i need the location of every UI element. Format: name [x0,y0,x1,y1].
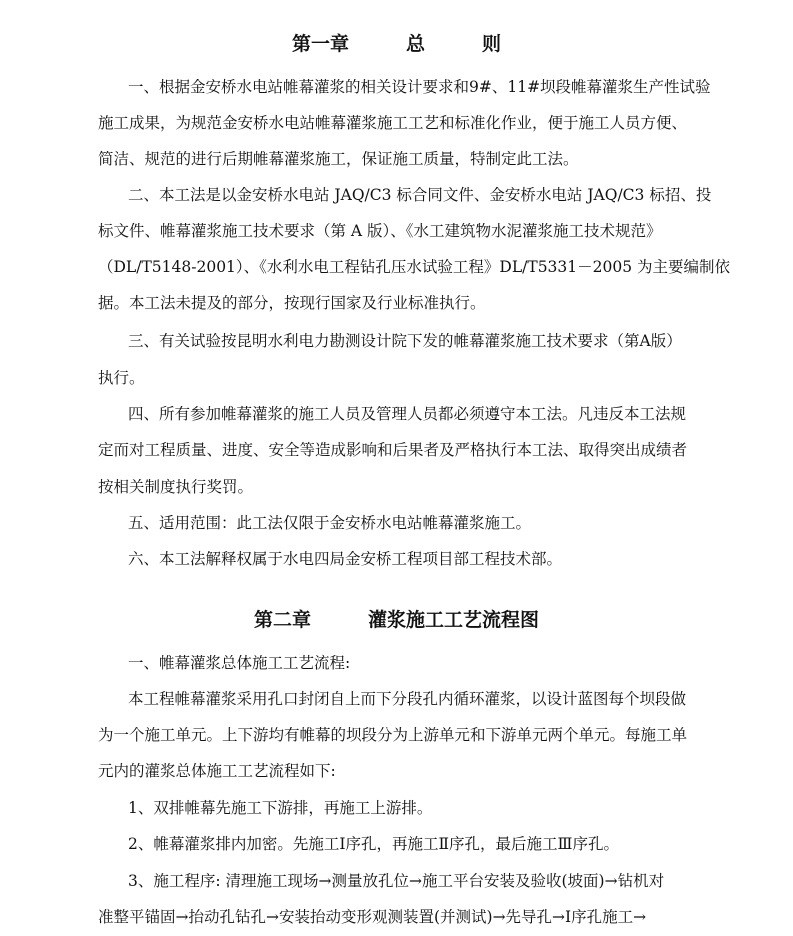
section-1-heading: 一、帷幕灌浆总体施工工艺流程: [128,654,351,672]
para-1-line-3: 简洁、规范的进行后期帷幕灌浆施工，保证施工质量，特制定此工法。 [98,150,579,168]
para-2-line-1: 二、本工法是以金安桥水电站 JAQ/C3 标合同文件、金安桥水电站 JAQ/C3 标招、投 [128,186,712,204]
para-2-line-3: （DL/T5148-2001）、《水利水电工程钻孔压水试验工程》DL/T5331－2005 为主要编制依 [98,258,731,276]
para-3-line-1: 三、有关试验按昆明水利电力勘测设计院下发的帷幕灌浆施工技术要求（第A版） [128,332,682,350]
para-4-line-2: 定而对工程质量、进度、安全等造成影响和后果者及严格执行本工法、取得突出成绩者 [98,441,688,459]
para-1-line-1: 一、根据金安桥水电站帷幕灌浆的相关设计要求和9#、11#坝段帷幕灌浆生产性试验 [128,78,711,96]
para-6-line-1: 六、本工法解释权属于水电四局金安桥工程项目部工程技术部。 [128,550,563,568]
chapter-2-title: 第二章 灌浆施工工艺流程图 [253,609,539,631]
para-7-line-1: 本工程帷幕灌浆采用孔口封闭自上而下分段孔内循环灌浆，以设计蓝图每个坝段做 [128,690,687,708]
item-2-line-1: 2、帷幕灌浆排内加密。先施工Ⅰ序孔，再施工Ⅱ序孔，最后施工Ⅲ序孔。 [128,835,619,853]
para-1-line-2: 施工成果，为规范金安桥水电站帷幕灌浆施工工艺和标准化作业，便于施工人员方便、 [98,114,688,132]
chapter-1-title: 第一章 总 则 [291,33,501,55]
para-4-line-1: 四、所有参加帷幕灌浆的施工人员及管理人员都必须遵守本工法。凡违反本工法规 [128,405,687,423]
para-3-line-2: 执行。 [98,369,145,387]
item-1-line-1: 1、双排帷幕先施工下游排，再施工上游排。 [128,799,433,817]
para-2-line-2: 标文件、帷幕灌浆施工技术要求（第 A 版）、《水工建筑物水泥灌浆施工技术规范》 [98,222,662,240]
item-3-line-1: 3、施工程序: 清理施工现场→测量放孔位→施工平台安装及验收(坡面)→钻机对 [128,872,665,890]
para-2-line-4: 据。本工法未提及的部分，按现行国家及行业标准执行。 [98,294,486,312]
para-5-line-1: 五、适用范围：此工法仅限于金安桥水电站帷幕灌浆施工。 [128,514,532,532]
item-3-line-2: 准整平锚固→抬动孔钻孔→安装抬动变形观测装置(并测试)→先导孔→Ⅰ序孔施工→ [98,908,647,926]
para-7-line-2: 为一个施工单元。上下游均有帷幕的坝段分为上游单元和下游单元两个单元。每施工单 [98,726,688,744]
para-4-line-3: 按相关制度执行奖罚。 [98,478,254,496]
para-7-line-3: 元内的灌浆总体施工工艺流程如下: [98,762,336,780]
